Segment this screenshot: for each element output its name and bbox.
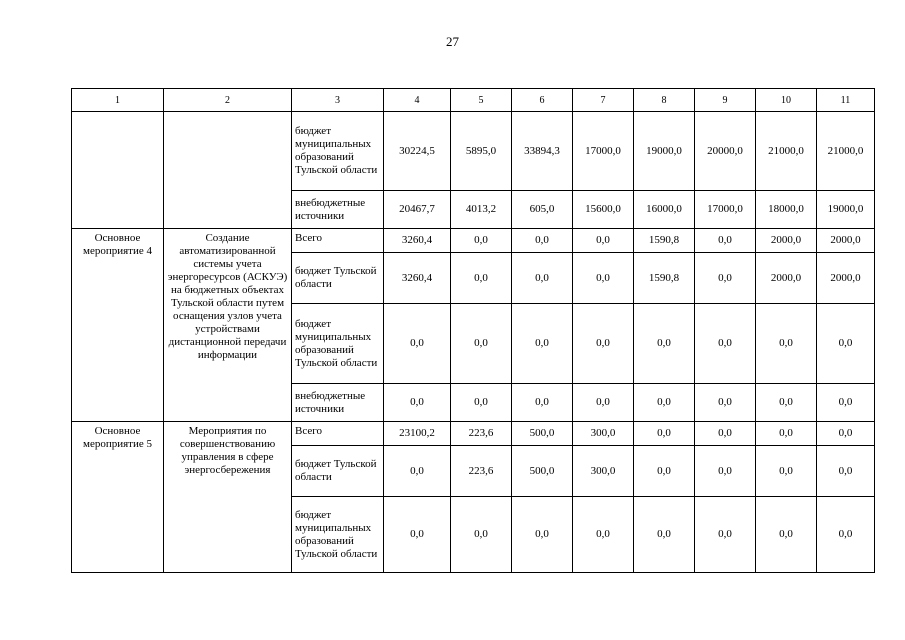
value-cell: 0,0 (573, 253, 634, 304)
value-cell: 3260,4 (384, 229, 451, 253)
value-cell: 2000,0 (756, 229, 817, 253)
header-cell: 4 (384, 89, 451, 112)
header-cell: 5 (451, 89, 512, 112)
value-cell: 0,0 (634, 304, 695, 384)
value-cell: 0,0 (756, 384, 817, 422)
value-cell: 0,0 (634, 497, 695, 573)
value-cell: 4013,2 (451, 191, 512, 229)
funding-source-cell: Всего (292, 229, 384, 253)
value-cell: 0,0 (384, 446, 451, 497)
value-cell: 1590,8 (634, 253, 695, 304)
value-cell: 0,0 (451, 229, 512, 253)
header-row (72, 89, 875, 112)
value-cell: 500,0 (512, 446, 573, 497)
value-cell: 0,0 (695, 253, 756, 304)
value-cell: 605,0 (512, 191, 573, 229)
value-cell: 0,0 (573, 384, 634, 422)
value-cell: 2000,0 (817, 229, 875, 253)
financing-table (71, 88, 875, 573)
value-cell: 0,0 (817, 422, 875, 446)
header-cell: 9 (695, 89, 756, 112)
header-cell: 3 (292, 89, 384, 112)
value-cell: 17000,0 (695, 191, 756, 229)
value-cell: 223,6 (451, 422, 512, 446)
value-cell: 0,0 (384, 304, 451, 384)
value-cell: 0,0 (573, 497, 634, 573)
header-cell: 1 (72, 89, 164, 112)
value-cell: 21000,0 (756, 112, 817, 191)
value-cell: 0,0 (756, 497, 817, 573)
value-cell: 0,0 (512, 253, 573, 304)
value-cell: 19000,0 (634, 112, 695, 191)
value-cell: 0,0 (756, 446, 817, 497)
header-cell: 10 (756, 89, 817, 112)
value-cell: 30224,5 (384, 112, 451, 191)
value-cell: 0,0 (512, 384, 573, 422)
value-cell: 0,0 (512, 304, 573, 384)
value-cell: 300,0 (573, 446, 634, 497)
value-cell: 2000,0 (756, 253, 817, 304)
funding-source-cell: внебюджетные источники (292, 191, 384, 229)
value-cell: 3260,4 (384, 253, 451, 304)
event-name-cell: Основное мероприятие 5 (72, 422, 164, 573)
header-cell: 7 (573, 89, 634, 112)
value-cell: 0,0 (451, 497, 512, 573)
value-cell: 0,0 (634, 384, 695, 422)
event-description-cell (164, 112, 292, 229)
header-cell: 6 (512, 89, 573, 112)
value-cell: 0,0 (573, 229, 634, 253)
value-cell: 19000,0 (817, 191, 875, 229)
value-cell: 0,0 (695, 304, 756, 384)
funding-source-cell: бюджет Тульской области (292, 253, 384, 304)
value-cell: 1590,8 (634, 229, 695, 253)
value-cell: 0,0 (384, 497, 451, 573)
value-cell: 0,0 (817, 446, 875, 497)
table-row (72, 112, 875, 191)
value-cell: 500,0 (512, 422, 573, 446)
value-cell: 0,0 (817, 497, 875, 573)
value-cell: 0,0 (756, 304, 817, 384)
value-cell: 0,0 (573, 304, 634, 384)
value-cell: 16000,0 (634, 191, 695, 229)
value-cell: 23100,2 (384, 422, 451, 446)
value-cell: 0,0 (451, 304, 512, 384)
value-cell: 300,0 (573, 422, 634, 446)
funding-source-cell: бюджет муниципальных образований Тульской области (292, 112, 384, 191)
value-cell: 5895,0 (451, 112, 512, 191)
value-cell: 20000,0 (695, 112, 756, 191)
value-cell: 0,0 (451, 384, 512, 422)
value-cell: 0,0 (634, 422, 695, 446)
value-cell: 0,0 (695, 422, 756, 446)
table-row (72, 422, 875, 446)
header-cell: 11 (817, 89, 875, 112)
value-cell: 17000,0 (573, 112, 634, 191)
value-cell: 0,0 (384, 384, 451, 422)
funding-source-cell: Всего (292, 422, 384, 446)
value-cell: 33894,3 (512, 112, 573, 191)
funding-source-cell: бюджет муниципальных образований Тульской области (292, 304, 384, 384)
value-cell: 15600,0 (573, 191, 634, 229)
value-cell: 0,0 (695, 446, 756, 497)
funding-source-cell: внебюджетные источники (292, 384, 384, 422)
value-cell: 223,6 (451, 446, 512, 497)
value-cell: 0,0 (756, 422, 817, 446)
event-name-cell: Основное мероприятие 4 (72, 229, 164, 422)
value-cell: 20467,7 (384, 191, 451, 229)
event-description-cell: Мероприятия по совершенствованию управления в сфере энергосбережения (164, 422, 292, 573)
value-cell: 2000,0 (817, 253, 875, 304)
funding-source-cell: бюджет муниципальных образований Тульской области (292, 497, 384, 573)
value-cell: 0,0 (695, 497, 756, 573)
value-cell: 18000,0 (756, 191, 817, 229)
value-cell: 0,0 (634, 446, 695, 497)
event-description-cell: Создание автоматизированной системы учета энергоресурсов (АСКУЭ) на бюджетных объектах Тульской области путем оснащения узлов учета устройствами дистанционной передачи информации (164, 229, 292, 422)
value-cell: 0,0 (451, 253, 512, 304)
header-cell: 8 (634, 89, 695, 112)
value-cell: 0,0 (695, 229, 756, 253)
page-number: 27 (446, 34, 459, 49)
value-cell: 0,0 (512, 229, 573, 253)
table-row (72, 229, 875, 253)
value-cell: 0,0 (817, 304, 875, 384)
value-cell: 0,0 (817, 384, 875, 422)
funding-source-cell: бюджет Тульской области (292, 446, 384, 497)
event-name-cell (72, 112, 164, 229)
header-cell: 2 (164, 89, 292, 112)
value-cell: 0,0 (695, 384, 756, 422)
value-cell: 21000,0 (817, 112, 875, 191)
value-cell: 0,0 (512, 497, 573, 573)
